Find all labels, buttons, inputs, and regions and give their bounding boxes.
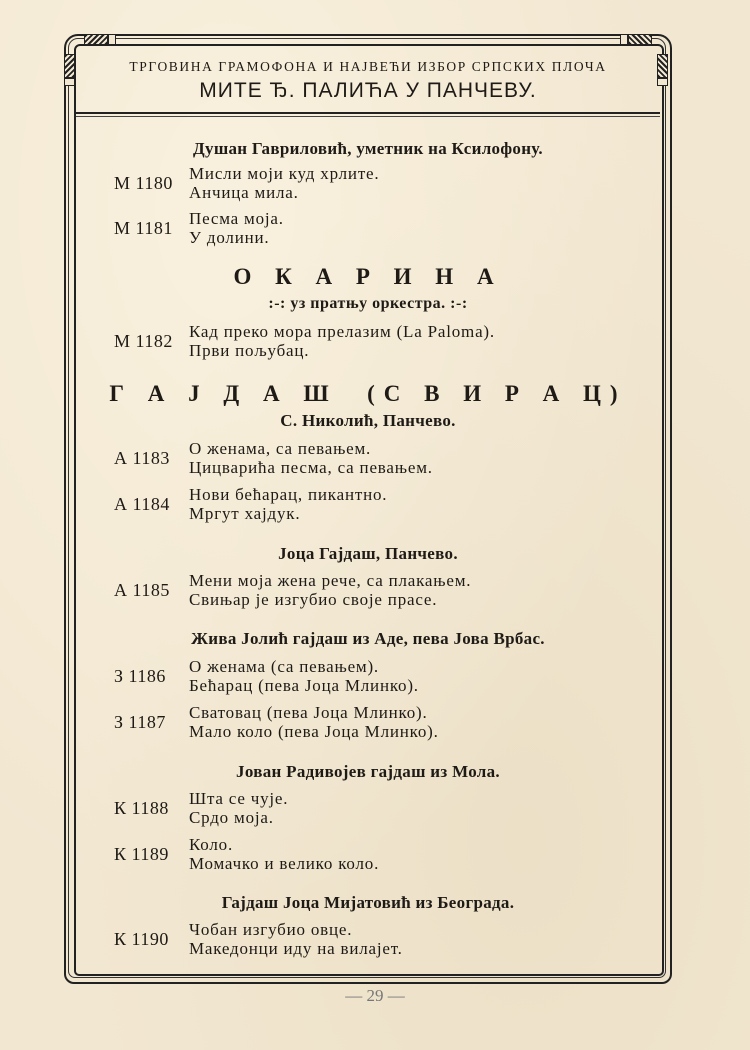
record-code: А 1185	[114, 580, 170, 600]
corner-collar-icon	[108, 34, 116, 45]
record-code: М 1182	[114, 331, 173, 351]
record-titles	[189, 322, 495, 360]
record-code: К 1189	[114, 844, 169, 864]
record-code: З 1187	[114, 712, 166, 732]
section-title: О К А Р И Н А	[233, 264, 503, 289]
record-code: З 1186	[114, 666, 166, 686]
record-title: Шта се чује.	[189, 789, 289, 808]
record-title: Срдо моја.	[189, 808, 274, 827]
record-title: Нови бећарац, пикантно.	[189, 485, 388, 504]
record-code: К 1188	[114, 798, 169, 818]
section-subtitle: :-: уз пратњу оркестра. :-:	[268, 295, 468, 312]
record-code: А 1184	[114, 494, 170, 514]
record-title: Мени моја жена рече, са плакањем.	[189, 571, 472, 590]
record-title: У долини.	[189, 228, 270, 247]
record-titles	[189, 164, 379, 202]
corner-ornament-icon	[64, 54, 75, 78]
artist-heading: Гајдаш Јоца Мијатовић из Београда.	[221, 893, 515, 912]
header-divider	[76, 112, 660, 114]
artist-heading: Душан Гавриловић, уметник на Ксилофону.	[193, 139, 543, 158]
record-title: Мргут хајдук.	[189, 504, 301, 523]
corner-collar-icon	[620, 34, 628, 45]
record-code: М 1180	[114, 173, 173, 193]
artist-heading: Јоца Гајдаш, Панчево.	[278, 544, 458, 563]
record-title: Сватовац (пева Јоца Млинко).	[189, 703, 428, 722]
record-title: Први пољубац.	[189, 341, 310, 360]
corner-collar-icon	[64, 78, 75, 86]
record-title: Анчица мила.	[189, 183, 299, 202]
record-code: М 1181	[114, 218, 173, 238]
artist-heading: Јован Радивојев гајдаш из Мола.	[236, 762, 500, 781]
record-title: Момачко и велико коло.	[189, 854, 380, 873]
record-code: К 1190	[114, 929, 169, 949]
corner-ornament-icon	[628, 34, 652, 45]
record-title: Мисли моји куд хрлите.	[189, 164, 380, 183]
artist-heading: Жива Јолић гајдаш из Аде, пева Јова Врбас.	[191, 629, 545, 648]
record-title: Кад преко мора прелазим (La Paloma).	[189, 322, 495, 341]
record-title: О женама, са певањем.	[189, 439, 372, 458]
record-titles	[189, 209, 284, 247]
corner-ornament-icon	[84, 34, 108, 45]
record-title: Чобан изгубио овце.	[189, 920, 353, 939]
record-titles	[189, 703, 439, 741]
record-title: Коло.	[189, 835, 234, 854]
record-titles	[189, 657, 419, 695]
record-title: Песма моја.	[189, 209, 284, 228]
record-title: Македонци иду на вилајет.	[189, 939, 403, 958]
record-code: А 1183	[114, 448, 170, 468]
page-number: — 29 —	[345, 986, 405, 1005]
record-title: Цицварића песма, са певањем.	[189, 458, 433, 477]
record-title: О женама (са певањем).	[189, 657, 379, 676]
record-titles	[189, 835, 379, 873]
record-titles	[189, 920, 403, 958]
record-titles	[189, 571, 471, 609]
record-titles	[189, 439, 433, 477]
header-divider	[76, 116, 660, 117]
record-titles	[189, 789, 288, 827]
record-title: Бећарац (пева Јоца Млинко).	[189, 676, 419, 695]
record-titles	[189, 485, 387, 523]
record-title: Мало коло (пева Јоца Млинко).	[189, 722, 439, 741]
store-name: МИТЕ Ђ. ПАЛИЋА У ПАНЧЕВУ.	[199, 79, 537, 102]
artist-heading: С. Николић, Панчево.	[280, 411, 456, 430]
record-title: Свињар је изгубио своје прасе.	[189, 590, 438, 609]
section-title: Г А Ј Д А Ш (С В И Р А Ц)	[109, 381, 627, 406]
store-tagline: ТРГОВИНА ГРАМОФОНА И НАЈВЕЋИ ИЗБОР СРПСКИХ ПЛОЧА	[129, 59, 607, 74]
